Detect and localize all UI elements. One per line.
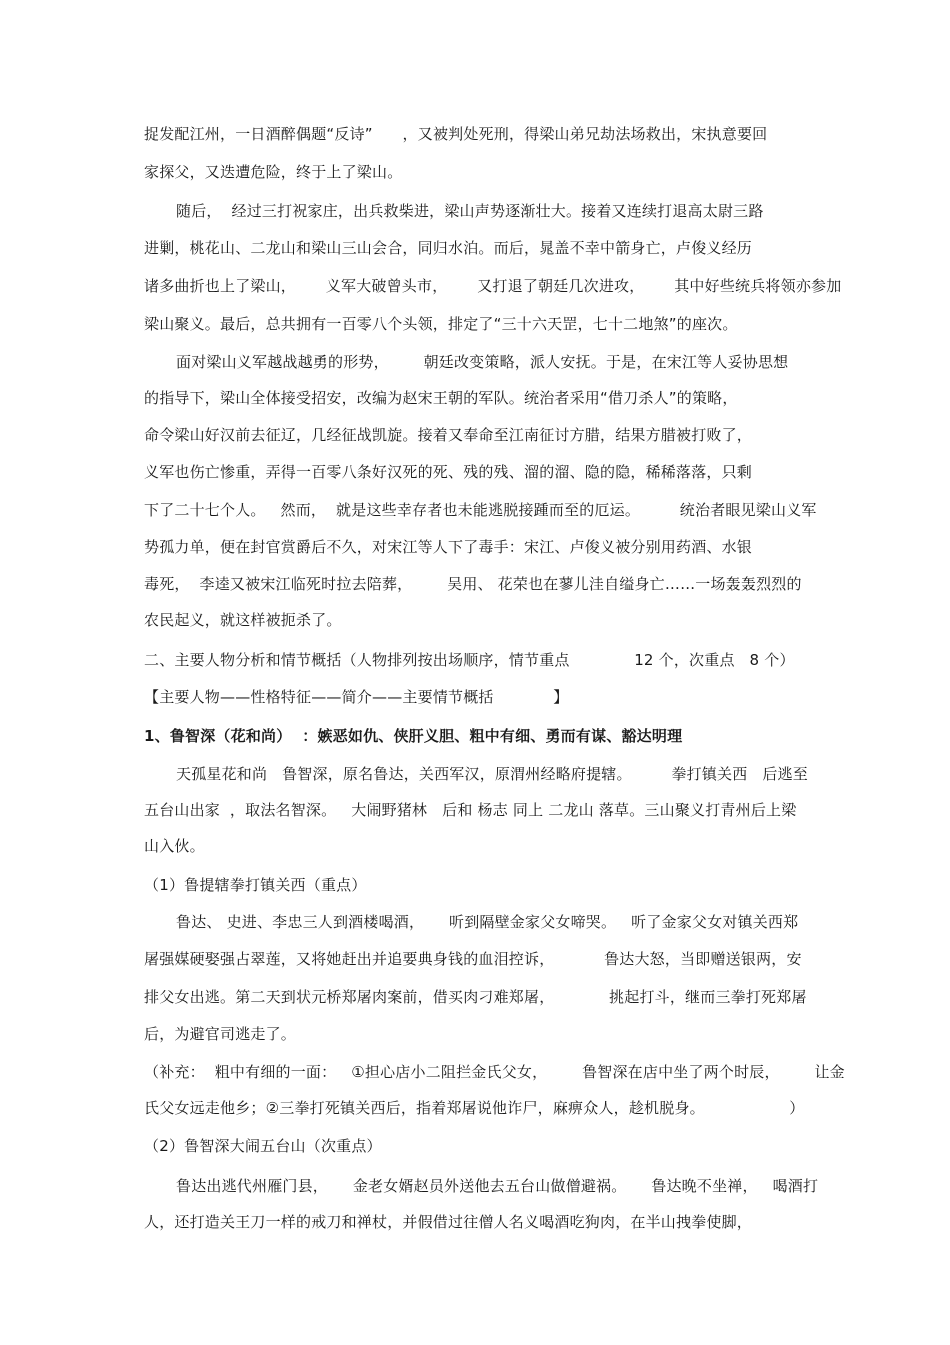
body-text-line: 毒死， 李逵又被宋江临死时拉去陪葬， 吴用、 花荣也在蓼儿洼自缢身亡……一场轰轰烈烈的 bbox=[144, 575, 802, 593]
body-text-line: 捉发配江州，一日酒醉偶题“反诗” ，又被判处死刑，得梁山弟兄劫法场救出，宋执意要回 bbox=[144, 125, 768, 143]
body-text-line: 天孤星花和尚 鲁智深，原名鲁达，关西军汉，原渭州经略府提辖。 拳打镇关西 后逃至 bbox=[176, 765, 808, 783]
plot-heading: （2）鲁智深大闹五台山（次重点） bbox=[144, 1137, 382, 1155]
body-text-line: 家探父，又迭遭危险，终于上了梁山。 bbox=[144, 163, 403, 181]
body-text-line: 义军也伤亡惨重，弄得一百零八条好汉死的死、残的残、溜的溜、隐的隐，稀稀落落，只剩 bbox=[144, 463, 753, 481]
body-text-line: 山入伙。 bbox=[144, 837, 205, 855]
body-text-line: 下了二十七个人。 然而， 就是这些幸存者也未能逃脱接踵而至的厄运。 统治者眼见梁山义军 bbox=[144, 501, 817, 519]
body-text-line: 鲁达出逃代州雁门县， 金老女婿赵员外送他去五台山做僧避祸。 鲁达晚不坐禅， 喝酒打 bbox=[176, 1177, 819, 1195]
body-text-line: 后，为避官司逃走了。 bbox=[144, 1025, 297, 1043]
body-text-line: 五台山出家 ，取法名智深。 大闹野猪林 后和 杨志 同上 二龙山 落草。三山聚义打青州后上梁 bbox=[144, 801, 797, 819]
body-text-line: 屠强媒硬娶强占翠莲，又将她赶出并追要典身钱的血泪控诉， 鲁达大怒，当即赠送银两，安 bbox=[144, 950, 802, 968]
body-text-line: 随后， 经过三打祝家庄，出兵救柴进，梁山声势逐渐壮大。接着又连续打退高太尉三路 bbox=[176, 202, 764, 220]
body-text-line: 面对梁山义军越战越勇的形势， 朝廷改变策略，派人安抚。于是，在宋江等人妥协思想 bbox=[176, 353, 789, 371]
body-text-line: 诸多曲折也上了梁山， 义军大破曾头市， 又打退了朝廷几次进攻， 其中好些统兵将领亦参加 bbox=[144, 277, 842, 295]
body-text-line: 的指导下，梁山全体接受招安，改编为赵宋王朝的军队。统治者采用“借刀杀人”的策略， bbox=[144, 389, 738, 407]
body-text-line: 排父女出逃。第二天到状元桥郑屠肉案前，借买肉刁难郑屠， 挑起打斗，继而三拳打死郑屠 bbox=[144, 988, 807, 1006]
section-heading: 二、主要人物分析和情节概括（人物排列按出场顺序，情节重点 12 个，次重点 8 个） bbox=[144, 651, 795, 669]
character-heading: 1、鲁智深（花和尚） ：嫉恶如仇、侠肝义胆、粗中有细、勇而有谋、豁达明理 bbox=[144, 727, 683, 745]
body-text-line: 梁山聚义。最后，总共拥有一百零八个头领，排定了“三十六天罡，七十二地煞”的座次。 bbox=[144, 315, 738, 333]
section-subheading: 【主要人物——性格特征——简介——主要情节概括 】 bbox=[144, 688, 569, 706]
body-text-line: 进剿，桃花山、二龙山和梁山三山会合，同归水泊。而后，晁盖不幸中箭身亡，卢俊义经历 bbox=[144, 239, 753, 257]
plot-heading: （1）鲁提辖拳打镇关西（重点） bbox=[144, 876, 367, 894]
body-text-line: 势孤力单，便在封官赏爵后不久，对宋江等人下了毒手：宋江、卢俊义被分别用药酒、水银 bbox=[144, 538, 753, 556]
body-text-line: 农民起义，就这样被扼杀了。 bbox=[144, 611, 342, 629]
body-text-line: 命令梁山好汉前去征辽，几经征战凯旋。接着又奉命至江南征讨方腊，结果方腊被打败了， bbox=[144, 426, 753, 444]
body-text-line: 鲁达、 史进、李忠三人到酒楼喝酒， 听到隔壁金家父女啼哭。 听了金家父女对镇关西郑 bbox=[176, 913, 799, 931]
body-text-line: 人，还打造关王刀一样的戒刀和禅杖，并假借过往僧人名义喝酒吃狗肉，在半山拽拳使脚， bbox=[144, 1213, 753, 1231]
supplement-line: 氏父女远走他乡；②三拳打死镇关西后，指着郑屠说他诈尸，麻痹众人，趁机脱身。 ） bbox=[144, 1099, 805, 1117]
supplement-line: （补充： 粗中有细的一面： ①担心店小二阻拦金氏父女， 鲁智深在店中坐了两个时辰， 让金 bbox=[144, 1063, 845, 1081]
